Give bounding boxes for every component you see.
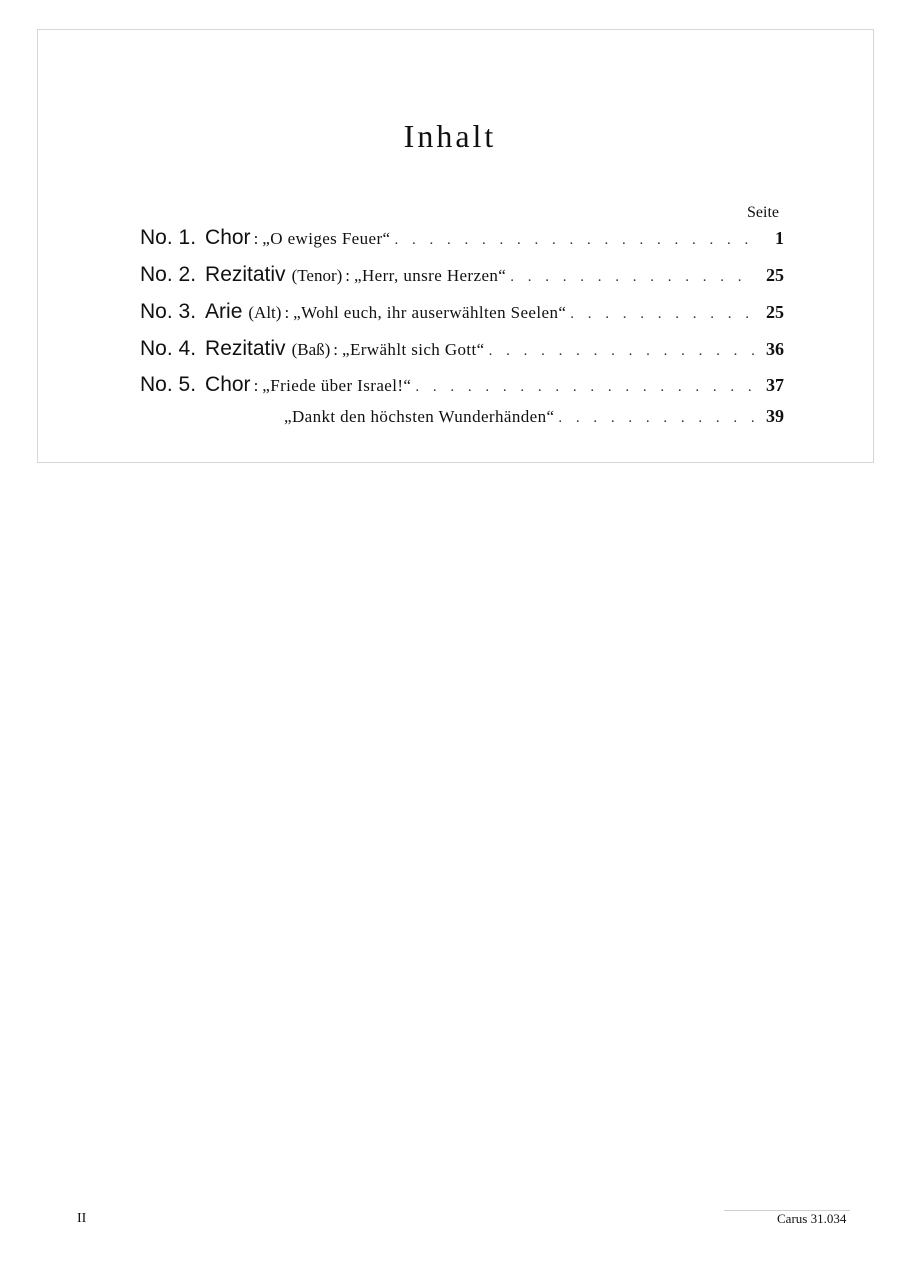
entry-genre: Chor [205, 373, 251, 396]
entry-genre: Chor [205, 226, 251, 249]
entry-genre: Arie [205, 300, 243, 323]
leader-dots [558, 410, 754, 427]
entry-colon: : [345, 266, 351, 285]
entry-genre: Rezitativ [205, 337, 286, 360]
entry-colon: : [253, 376, 259, 395]
entry-page: 36 [766, 339, 784, 359]
entry-page: 39 [766, 406, 784, 426]
toc-subentry[interactable] [284, 406, 784, 436]
leader-dots [489, 343, 754, 360]
toc-entry[interactable] [140, 300, 784, 330]
entry-title: „Erwählt sich Gott“ [342, 340, 485, 359]
entry-page: 25 [766, 302, 784, 322]
entry-number: No. 2. [140, 263, 197, 286]
entry-title: „Herr, unsre Herzen“ [354, 266, 507, 285]
entry-voice: (Alt) [248, 303, 282, 322]
entry-page: 25 [766, 265, 784, 285]
leader-dots [510, 269, 754, 286]
entry-colon: : [253, 229, 259, 248]
entry-voice: (Tenor) [291, 266, 343, 285]
entry-title: „Wohl euch, ihr auserwählten Seelen“ [293, 303, 567, 322]
toc-entry[interactable] [140, 337, 784, 367]
footer-page-number: II [77, 1211, 87, 1226]
entry-page: 37 [766, 375, 784, 395]
toc-entry[interactable] [140, 226, 784, 256]
entry-title: „Friede über Israel!“ [262, 376, 412, 395]
entry-page: 1 [775, 228, 784, 248]
entry-number: No. 4. [140, 337, 197, 360]
entry-genre: Rezitativ [205, 263, 286, 286]
page-column-header: Seite [747, 204, 779, 221]
leader-dots [394, 232, 754, 249]
page-title: Inhalt [403, 118, 497, 154]
entry-voice: (Baß) [291, 340, 331, 359]
footer-catalog-number: Carus 31.034 [777, 1211, 847, 1226]
toc-entry[interactable] [140, 373, 784, 403]
entry-colon: : [333, 340, 339, 359]
toc-entry[interactable] [140, 263, 784, 293]
entry-number: No. 3. [140, 300, 197, 323]
entry-number: No. 5. [140, 373, 197, 396]
leader-dots [570, 306, 754, 323]
entry-number: No. 1. [140, 226, 197, 249]
entry-title: „O ewiges Feuer“ [262, 229, 391, 248]
leader-dots [415, 379, 754, 396]
entry-title: „Dankt den höchsten Wunderhänden“ [284, 407, 555, 426]
entry-colon: : [284, 303, 290, 322]
